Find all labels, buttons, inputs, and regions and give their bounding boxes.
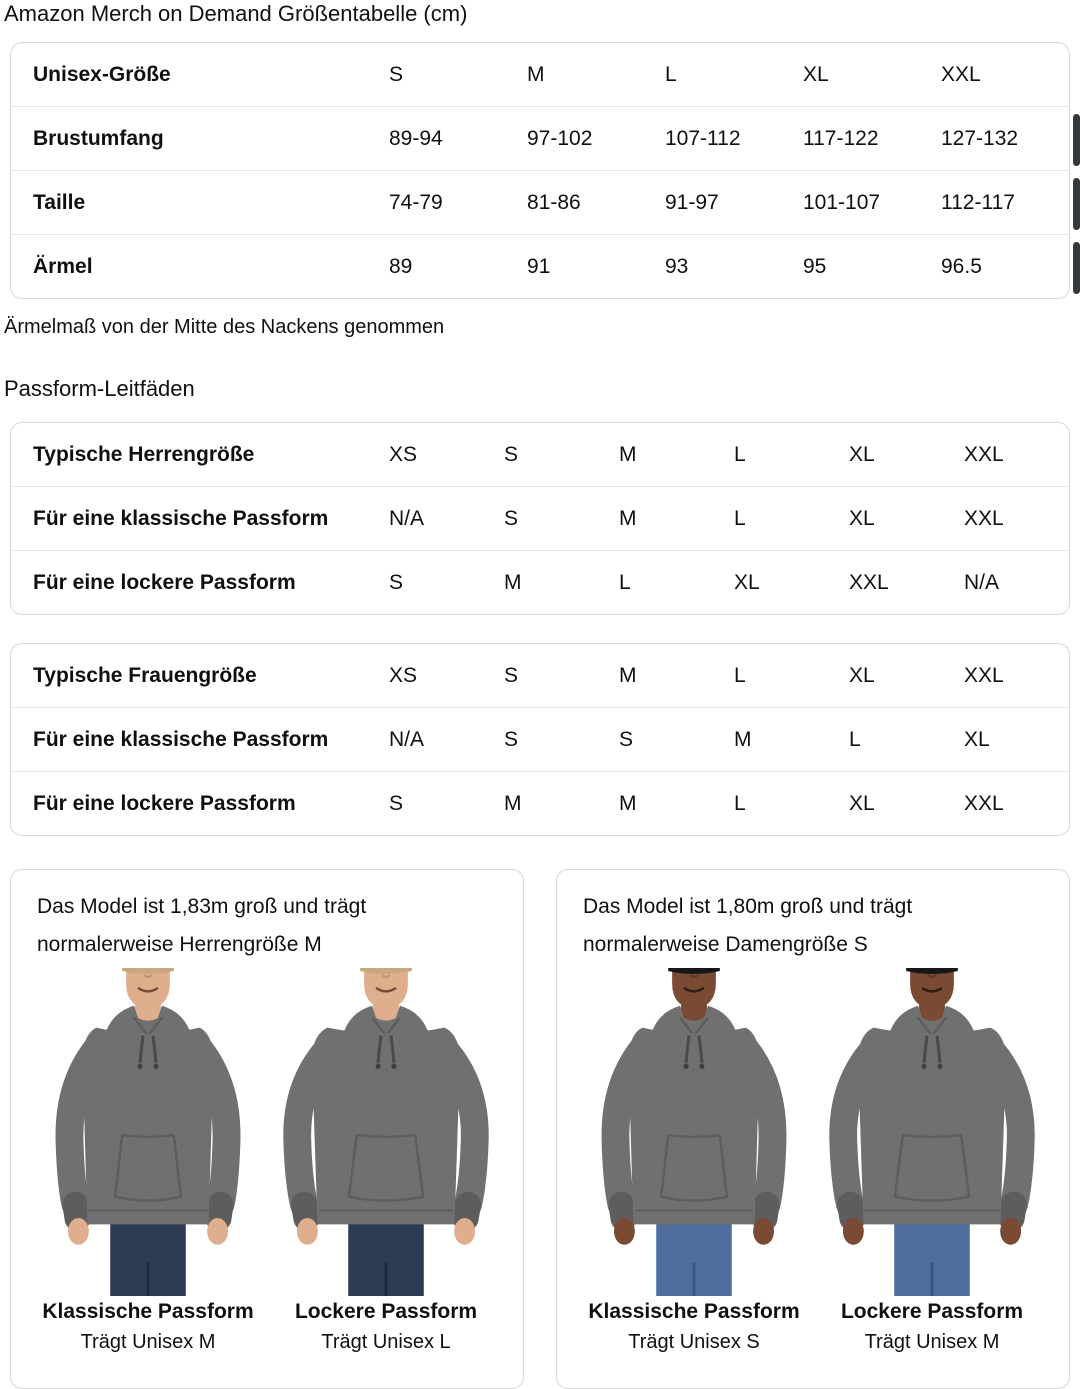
- cell-value: S: [504, 442, 519, 466]
- table-row: [11, 43, 1069, 106]
- cell-value: 107-112: [665, 126, 741, 150]
- row-label: Taille: [33, 190, 86, 214]
- table-row: [11, 423, 1069, 486]
- cell-value: S: [389, 791, 404, 815]
- row-label: Für eine lockere Passform: [33, 791, 296, 815]
- size-label: Trägt Unisex S: [628, 1331, 760, 1353]
- fit-label: Klassische Passform: [42, 1300, 254, 1323]
- cell-value: 74-79: [389, 190, 443, 214]
- row-label: Für eine lockere Passform: [33, 570, 296, 594]
- cell-value: XXL: [964, 442, 1004, 466]
- size-label: Trägt Unisex M: [864, 1331, 1000, 1353]
- model-figures: [29, 968, 505, 1354]
- cell-value: S: [619, 727, 634, 751]
- size-label: Trägt Unisex M: [80, 1331, 216, 1353]
- cell-value: N/A: [389, 506, 425, 530]
- cell-value: M: [619, 506, 637, 530]
- cell-value: XXL: [964, 506, 1004, 530]
- cell-value: XS: [389, 442, 418, 466]
- cell-value: L: [734, 663, 746, 687]
- row-label: Für eine klassische Passform: [33, 506, 329, 530]
- fit-label: Lockere Passform: [840, 1300, 1024, 1323]
- cell-value: 96.5: [941, 254, 982, 278]
- cell-value: L: [734, 506, 746, 530]
- fit-guides-heading: Passform-Leitfäden: [4, 376, 195, 401]
- womens-model-card: [556, 869, 1070, 1389]
- cell-value: S: [389, 570, 404, 594]
- cell-value: N/A: [389, 727, 425, 751]
- model-figures: [575, 968, 1051, 1354]
- row-label: Ärmel: [33, 254, 93, 278]
- table-row: [11, 170, 1069, 234]
- cell-value: XXL: [964, 663, 1004, 687]
- model-photo: [588, 968, 800, 1296]
- cell-value: 112-117: [941, 190, 1015, 214]
- model-photo: [280, 968, 492, 1296]
- cell-value: M: [619, 663, 637, 687]
- table-scrollbar-thumb[interactable]: [1073, 178, 1080, 230]
- table-row: [11, 106, 1069, 170]
- cell-value: 91-97: [665, 190, 719, 214]
- cell-value: 89: [389, 254, 413, 278]
- cell-value: S: [504, 727, 519, 751]
- table-scrollbar-thumb[interactable]: [1073, 114, 1080, 166]
- table-row: [11, 550, 1069, 614]
- table-row: [11, 486, 1069, 550]
- cell-value: L: [849, 727, 861, 751]
- sleeve-measure-note: Ärmelmaß von der Mitte des Nackens genommen: [4, 316, 445, 338]
- mens-fit-table: [10, 422, 1070, 615]
- model-figure: [575, 968, 813, 1354]
- cell-value: M: [619, 442, 637, 466]
- cell-value: XL: [964, 727, 990, 751]
- cell-value: M: [527, 62, 545, 86]
- cell-value: L: [734, 791, 746, 815]
- cell-value: S: [504, 506, 519, 530]
- model-description: Das Model ist 1,80m groß und trägt normalerweise Damengröße S: [583, 895, 913, 956]
- cell-value: 95: [803, 254, 827, 278]
- cell-value: L: [665, 62, 677, 86]
- model-cards: [10, 869, 1070, 1389]
- fit-label: Klassische Passform: [588, 1300, 800, 1323]
- model-photo: [826, 968, 1038, 1296]
- model-photo: [42, 968, 254, 1296]
- cell-value: 89-94: [389, 126, 443, 150]
- cell-value: XXL: [849, 570, 889, 594]
- page-title: Amazon Merch on Demand Größentabelle (cm): [4, 1, 468, 26]
- row-label: Unisex-Größe: [33, 62, 171, 86]
- cell-value: M: [504, 570, 522, 594]
- cell-value: 127-132: [941, 126, 1019, 150]
- model-figure: [267, 968, 505, 1354]
- table-row: [11, 644, 1069, 707]
- cell-value: M: [619, 791, 637, 815]
- model-figure: [813, 968, 1051, 1354]
- table-row: [11, 234, 1069, 298]
- cell-value: 117-122: [803, 126, 879, 150]
- cell-value: M: [504, 791, 522, 815]
- fit-label: Lockere Passform: [294, 1300, 478, 1323]
- mens-model-card: [10, 869, 524, 1389]
- cell-value: XL: [734, 570, 760, 594]
- model-figure: [29, 968, 267, 1354]
- size-table: [10, 42, 1070, 299]
- cell-value: S: [389, 62, 404, 86]
- cell-value: XS: [389, 663, 418, 687]
- cell-value: XL: [849, 442, 875, 466]
- model-description: Das Model ist 1,83m groß und trägt normalerweise Herrengröße M: [37, 895, 367, 956]
- cell-value: XL: [849, 663, 875, 687]
- cell-value: M: [734, 727, 752, 751]
- cell-value: 81-86: [527, 190, 581, 214]
- cell-value: N/A: [964, 570, 1000, 594]
- cell-value: XXL: [964, 791, 1004, 815]
- row-label: Typische Frauengröße: [33, 663, 257, 687]
- table-row: [11, 707, 1069, 771]
- size-label: Trägt Unisex L: [321, 1331, 451, 1353]
- cell-value: 101-107: [803, 190, 881, 214]
- cell-value: L: [734, 442, 746, 466]
- cell-value: 97-102: [527, 126, 593, 150]
- cell-value: 93: [665, 254, 689, 278]
- womens-fit-table: [10, 643, 1070, 836]
- row-label: Für eine klassische Passform: [33, 727, 329, 751]
- table-scrollbar-thumb[interactable]: [1073, 242, 1080, 294]
- cell-value: XL: [803, 62, 829, 86]
- cell-value: S: [504, 663, 519, 687]
- row-label: Typische Herrengröße: [33, 442, 255, 466]
- cell-value: XL: [849, 506, 875, 530]
- cell-value: 91: [527, 254, 551, 278]
- row-label: Brustumfang: [33, 126, 164, 150]
- table-row: [11, 771, 1069, 835]
- cell-value: XXL: [941, 62, 981, 86]
- cell-value: L: [619, 570, 631, 594]
- cell-value: XL: [849, 791, 875, 815]
